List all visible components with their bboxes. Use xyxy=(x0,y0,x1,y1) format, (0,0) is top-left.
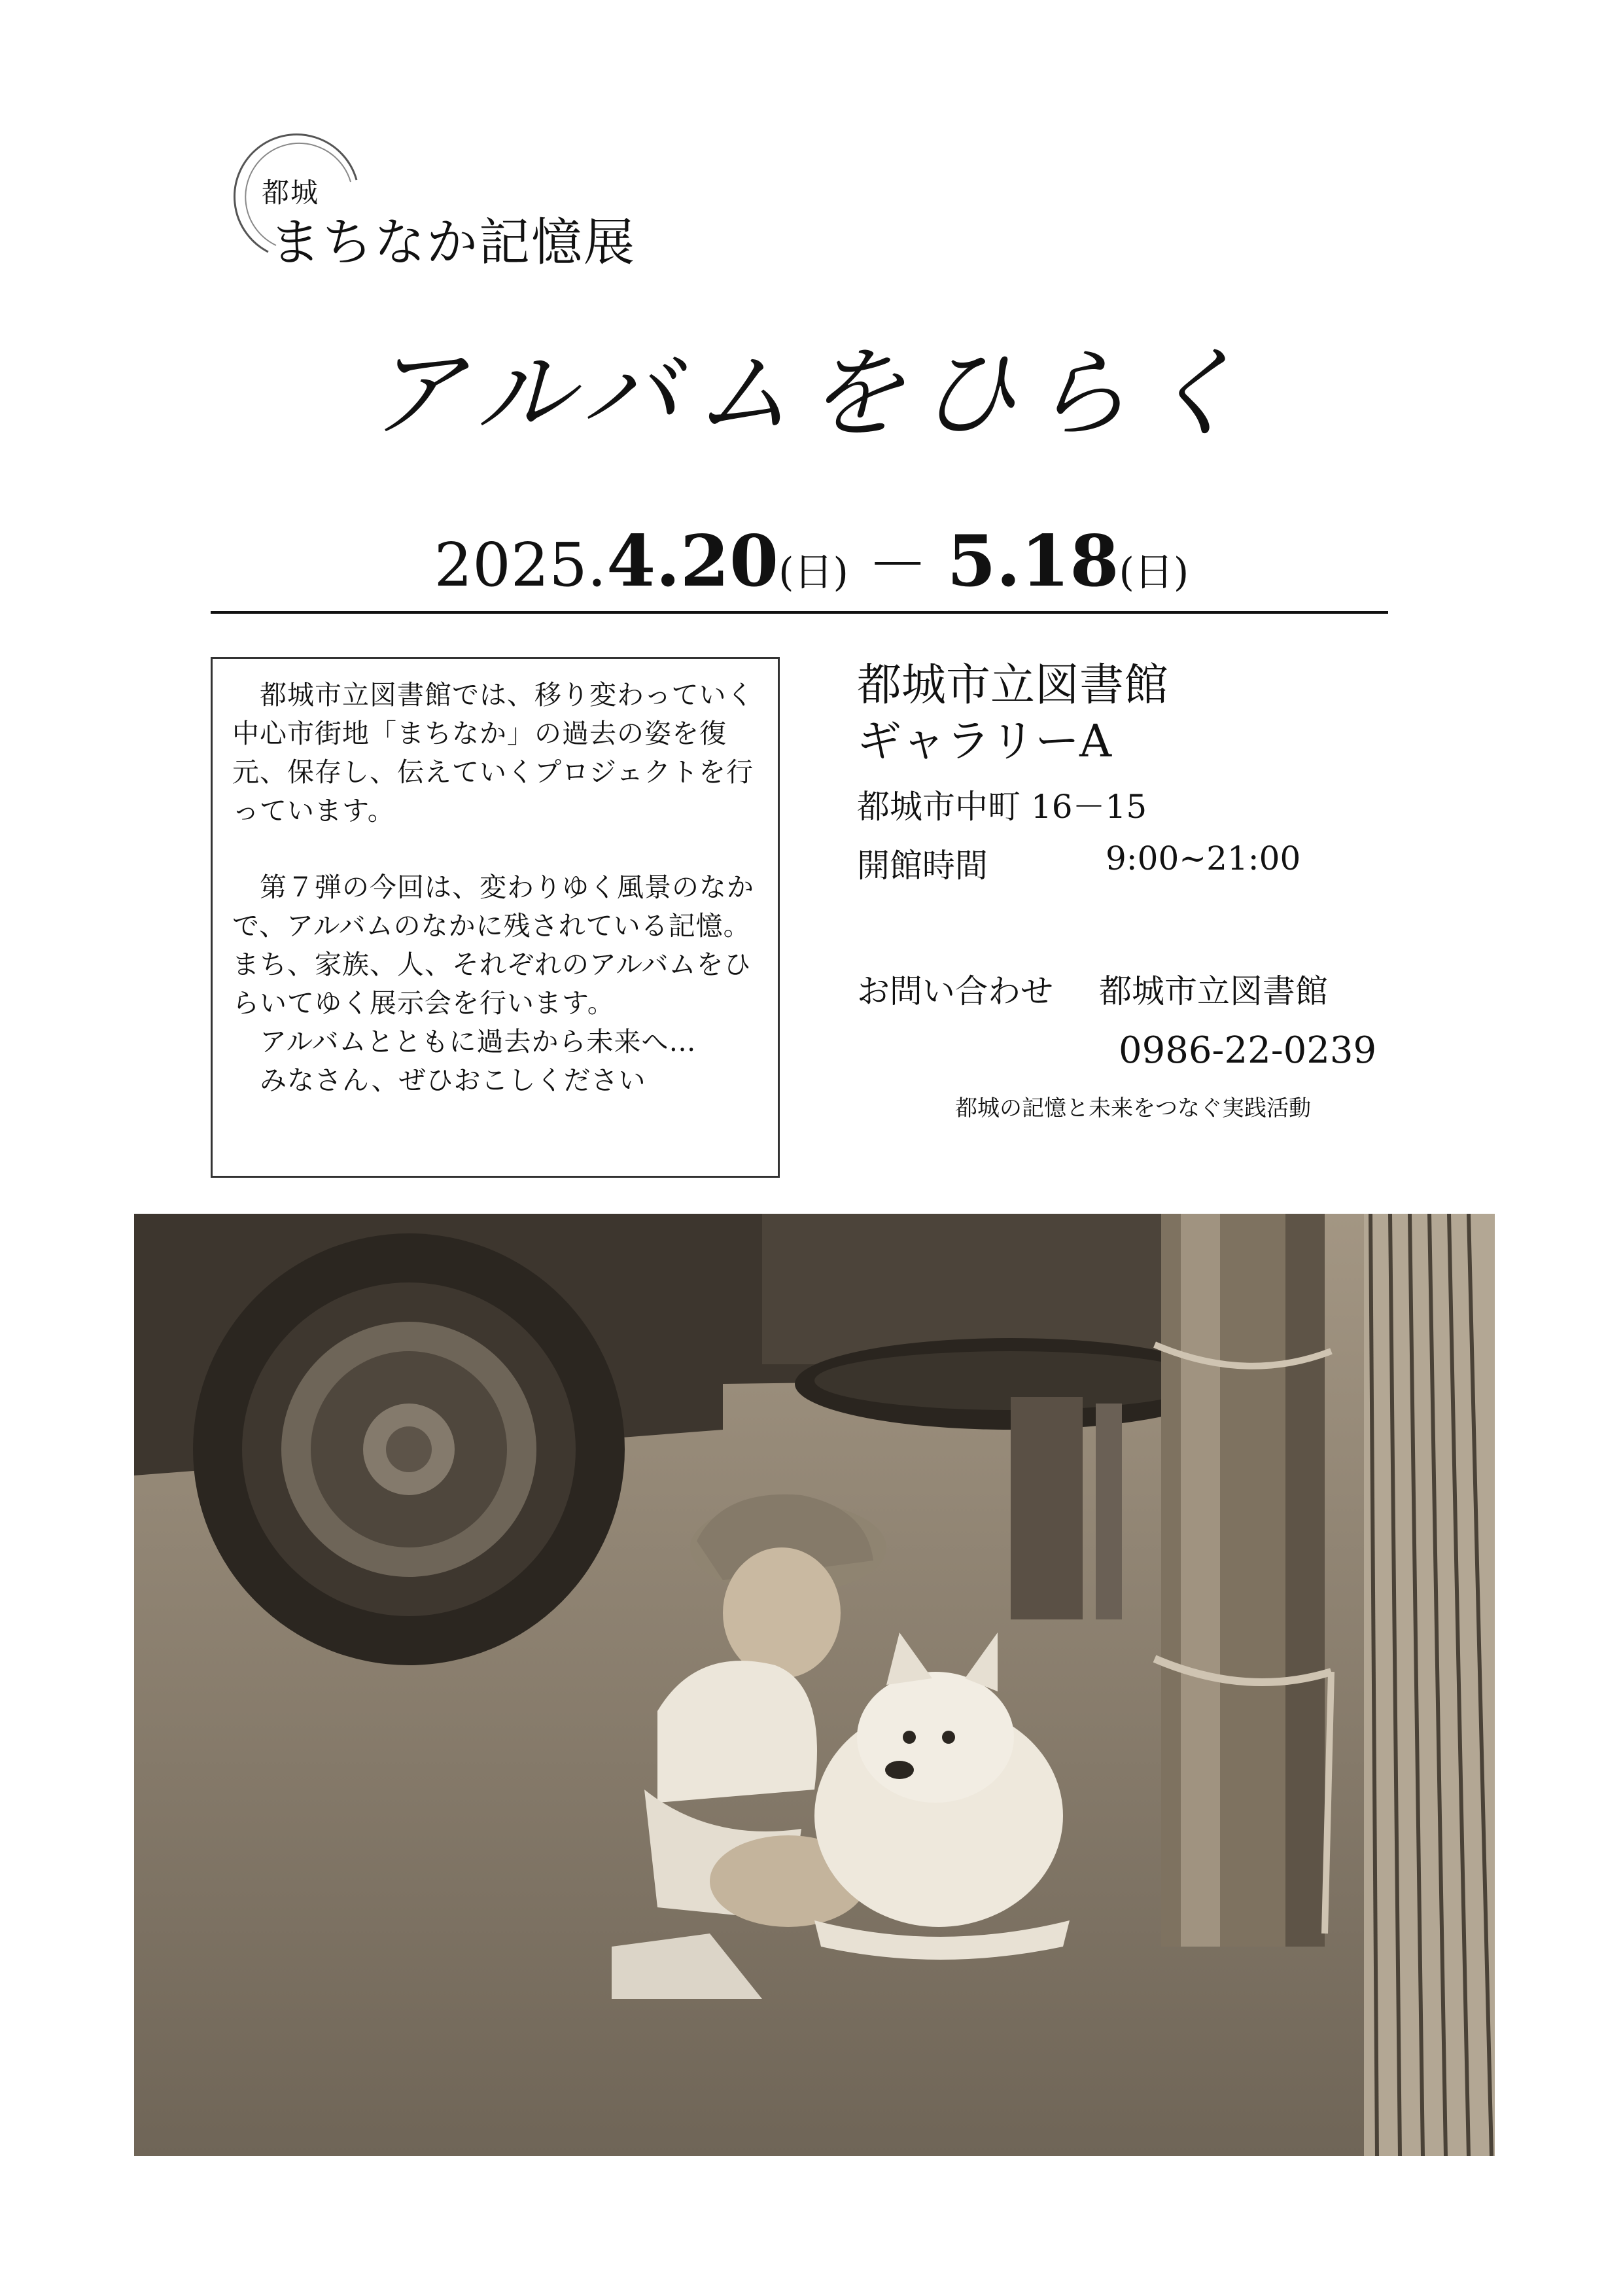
logo-city-name: 都城 xyxy=(262,177,320,209)
start-date: 4.20 xyxy=(606,520,779,603)
archive-photo xyxy=(134,1214,1495,2156)
hours-label: 開館時間 xyxy=(857,847,988,885)
paragraph-gap xyxy=(232,830,762,868)
exhibition-logo xyxy=(229,131,661,281)
bamboo-fence xyxy=(1364,1214,1495,2156)
description-paragraph: アルバムとともに過去から未来へ… xyxy=(232,1026,697,1057)
venue-gallery: ギャラリーA xyxy=(857,716,1112,768)
tagline: 都城の記憶と未来をつなぐ実践活動 xyxy=(955,1095,1311,1122)
start-year: 2025. xyxy=(434,530,607,600)
exhibition-dates xyxy=(0,517,1623,603)
description-paragraph: 第７弾の今回は、変わりゆく風景のなかで、アルバムのなかに残されている記憶。まち、家族、人、それぞれのアルバムをひらいてゆく展示会を行います。 xyxy=(232,872,754,1019)
logo-exhibition-name: まちなか記憶展 xyxy=(270,213,637,272)
venue-name: 都城市立図書館 xyxy=(857,660,1169,711)
venue-address: 都城市中町 16－15 xyxy=(857,788,1147,826)
date-dash: － xyxy=(867,530,928,600)
header-divider xyxy=(211,611,1388,614)
start-day: (日) xyxy=(778,550,848,595)
contact-label: お問い合わせ xyxy=(857,972,1053,1010)
end-date: 5.18 xyxy=(947,520,1119,603)
photo-illustration xyxy=(134,1214,1495,2156)
opening-hours xyxy=(857,839,1393,887)
end-day: (日) xyxy=(1119,550,1189,595)
truck-wheel xyxy=(193,1233,625,1665)
hours-value: 9:00~21:00 xyxy=(1106,839,1301,877)
description-paragraph: 都城市立図書館では、移り変わっていく中心市街地「まちなか」の過去の姿を復元、保存し、伝えていくプロジェクトを行っています。 xyxy=(232,679,754,826)
description-box xyxy=(211,657,780,1178)
contact-info xyxy=(857,965,1393,1012)
wooden-pillar xyxy=(1155,1214,1331,1947)
description-paragraph: みなさん、ぜひおこしください xyxy=(232,1065,646,1096)
page-title: アルバムをひらく xyxy=(366,337,1257,451)
venue-info xyxy=(857,658,1393,1122)
contact-phone: 0986-22-0239 xyxy=(1119,1029,1377,1072)
contact-name: 都城市立図書館 xyxy=(1099,972,1328,1010)
